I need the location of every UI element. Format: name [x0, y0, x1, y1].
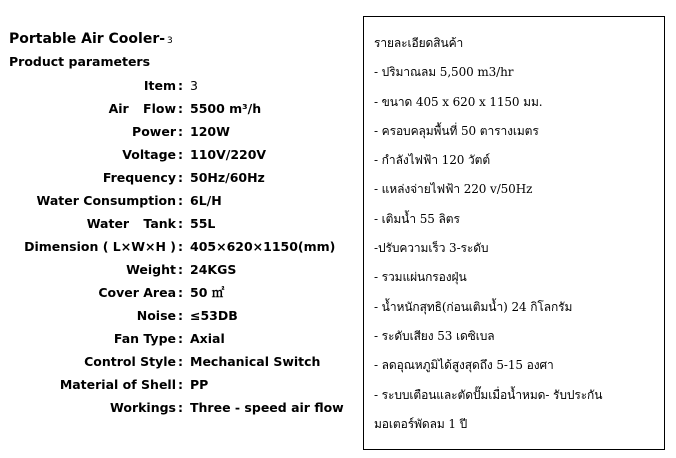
- parameter-separator: :: [178, 308, 183, 323]
- parameter-separator: :: [178, 377, 183, 392]
- parameter-value: PP: [190, 377, 209, 392]
- parameter-row: [0, 212, 350, 235]
- parameter-separator: :: [178, 78, 183, 93]
- parameter-label: Water Tank: [86, 216, 176, 231]
- parameter-row: [0, 74, 350, 97]
- parameter-row: [0, 327, 350, 350]
- parameter-label: Frequency: [102, 170, 176, 185]
- parameter-label: Fan Type: [113, 331, 176, 346]
- thai-details-heading: รายละเอียดสินค้า: [374, 36, 464, 50]
- parameter-label: Control Style: [84, 354, 176, 369]
- thai-detail-item: - เติมน้ำ 55 ลิตร: [374, 211, 460, 226]
- parameter-separator: :: [178, 216, 183, 231]
- parameter-value: Three - speed air flow: [190, 400, 344, 415]
- parameter-separator: :: [178, 147, 183, 162]
- thai-detail-item: - น้ำหนักสุทธิ(ก่อนเติมน้ำ) 24 กิโลกรัม: [374, 299, 573, 314]
- parameter-label: Workings: [110, 400, 176, 415]
- parameter-separator: :: [178, 124, 183, 139]
- product-title-text: Portable Air Cooler-: [9, 31, 166, 47]
- parameter-row: [0, 350, 350, 373]
- parameter-value: Mechanical Switch: [190, 354, 321, 369]
- parameter-row: [0, 235, 350, 258]
- thai-detail-item: - ขนาด 405 x 620 x 1150 มม.: [374, 94, 543, 109]
- thai-details-box: [363, 16, 665, 450]
- parameter-label: Item: [143, 78, 176, 93]
- parameter-label: Material of Shell: [59, 377, 176, 392]
- thai-details-list: [374, 29, 658, 439]
- parameter-row: [0, 166, 350, 189]
- parameter-row: [0, 304, 350, 327]
- parameter-label: Weight: [126, 262, 176, 277]
- parameter-separator: :: [178, 170, 183, 185]
- parameter-separator: :: [178, 400, 183, 415]
- parameter-value: 6L/H: [190, 193, 222, 208]
- parameter-label: Cover Area: [98, 285, 176, 300]
- parameter-label: Dimension ( L×W×H ): [24, 239, 176, 254]
- parameter-separator: :: [178, 101, 183, 116]
- parameter-row: [0, 373, 350, 396]
- parameter-separator: :: [178, 285, 183, 300]
- parameter-label: Power: [132, 124, 176, 139]
- parameter-separator: :: [178, 239, 183, 254]
- thai-detail-item: - ครอบคลุมพื้นที่ 50 ตารางเมตร: [374, 123, 539, 138]
- thai-detail-item: - รวมแผ่นกรองฝุ่น: [374, 270, 467, 285]
- parameter-row: [0, 97, 350, 120]
- parameters-list: [0, 74, 350, 419]
- parameter-row: [0, 143, 350, 166]
- product-title: [9, 31, 173, 47]
- thai-detail-item: - แหล่งจ่ายไฟฟ้า 220 v/50Hz: [374, 182, 533, 197]
- parameter-label: Air Flow: [108, 101, 176, 116]
- parameter-separator: :: [178, 354, 183, 369]
- parameter-value: Axial: [190, 331, 225, 346]
- parameter-separator: :: [178, 331, 183, 346]
- parameter-value: 110V/220V: [190, 147, 267, 162]
- parameter-row: [0, 258, 350, 281]
- thai-detail-item: - ลดอุณหภูมิได้สูงสุดถึง 5-15 องศา: [374, 358, 554, 373]
- thai-detail-item: มอเตอร์พัดลม 1 ปี: [374, 416, 468, 431]
- parameter-row: [0, 189, 350, 212]
- parameter-label: Voltage: [122, 147, 176, 162]
- thai-detail-item: - กำลังไฟฟ้า 120 วัตต์: [374, 153, 491, 168]
- parameters-heading: Product parameters: [9, 54, 151, 69]
- parameter-value: 50Hz/60Hz: [190, 170, 265, 185]
- parameter-separator: :: [178, 262, 183, 277]
- product-title-number: 3: [167, 36, 173, 46]
- parameter-value: 5500 m³/h: [190, 101, 262, 116]
- thai-detail-item: - ระดับเสียง 53 เดซิเบล: [374, 328, 495, 343]
- parameter-row: [0, 281, 350, 304]
- parameter-value: ≤53DB: [190, 308, 238, 323]
- parameter-value: 55L: [190, 216, 216, 231]
- parameter-separator: :: [178, 193, 183, 208]
- thai-detail-item: - ระบบเตือนและตัดปั๊มเมื่อน้ำหมด- รับประกัน: [374, 387, 603, 402]
- parameter-label: Water Consumption: [36, 193, 176, 208]
- thai-detail-item: -ปรับความเร็ว 3-ระดับ: [374, 241, 489, 256]
- parameter-value: 405×620×1150(mm): [190, 239, 336, 254]
- parameter-row: [0, 120, 350, 143]
- parameter-row: [0, 396, 350, 419]
- parameter-value: 3: [190, 78, 198, 93]
- parameter-value: 24KGS: [190, 262, 237, 277]
- parameter-value: 120W: [190, 124, 230, 139]
- parameter-label: Noise: [136, 308, 176, 323]
- thai-detail-item: - ปริมาณลม 5,500 m3/hr: [374, 65, 514, 80]
- parameter-value: 50 ㎡: [190, 285, 225, 300]
